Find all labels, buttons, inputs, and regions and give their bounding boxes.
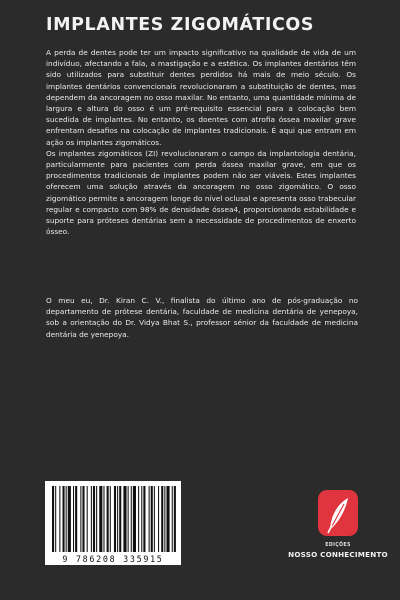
isbn-number: 9 786208 335915 (62, 554, 164, 564)
barcode-icon (45, 481, 181, 565)
page-title: IMPLANTES ZIGOMÁTICOS (46, 15, 315, 35)
description-paragraph-1: A perda de dentes pode ter um impacto significativo na qualidade de vida de um indivíduo, afectando a fala, a mastigação e a estética. Os implantes dentários têm sido utilizados para substituir dentes perdidos há mais de meio século. Os implantes dentários convencionais revolucionaram a substituição de dentes, mas dependem da ancoragem no osso maxilar. No entanto, uma quantidade mínima de largura e altura do osso é um pré-requisito essencial para a colocação bem sucedida de implantes. No entanto, os doentes com atrofia óssea maxilar grave enfrentam desafios na colocação de implantes tradicionais. É aqui que entram em ação os implantes zigomáticos. (46, 48, 356, 147)
isbn-barcode (45, 481, 181, 565)
feather-quill-logo-icon (318, 490, 358, 542)
publisher-label: EDIÇÕES (325, 543, 351, 548)
publisher-block (280, 490, 396, 570)
description-paragraph-2: Os implantes zigomáticos (ZI) revolucionaram o campo da implantologia dentária, particularmente para pacientes com perda óssea maxilar grave, em que os procedimentos tradicionais de implantes podem não ser viáveis. Estes implantes oferecem uma solução através da ancoragem no osso zigomático. O osso zigomático permite a ancoragem longe do nível oclusal e apresenta osso trabecular regular e compacto com 98% de densidade óssea4, proporcionando estabilidade e suporte para próteses dentárias sem a necessidade de procedimentos de enxerto ósseo. (46, 148, 356, 237)
publisher-name: NOSSO CONHECIMENTO (288, 550, 388, 559)
author-bio-text: O meu eu, Dr. Kiran C. V., finalista do último ano de pós-graduação no departamento de prótese dentária, faculdade de medicina dentária de yenepoya, sob a orientação do Dr. Vidya Bhat S., professor sénior da faculdade de medicina dentária de yenepoya. (46, 296, 358, 339)
author-bio (46, 295, 358, 340)
description-text (46, 47, 356, 237)
